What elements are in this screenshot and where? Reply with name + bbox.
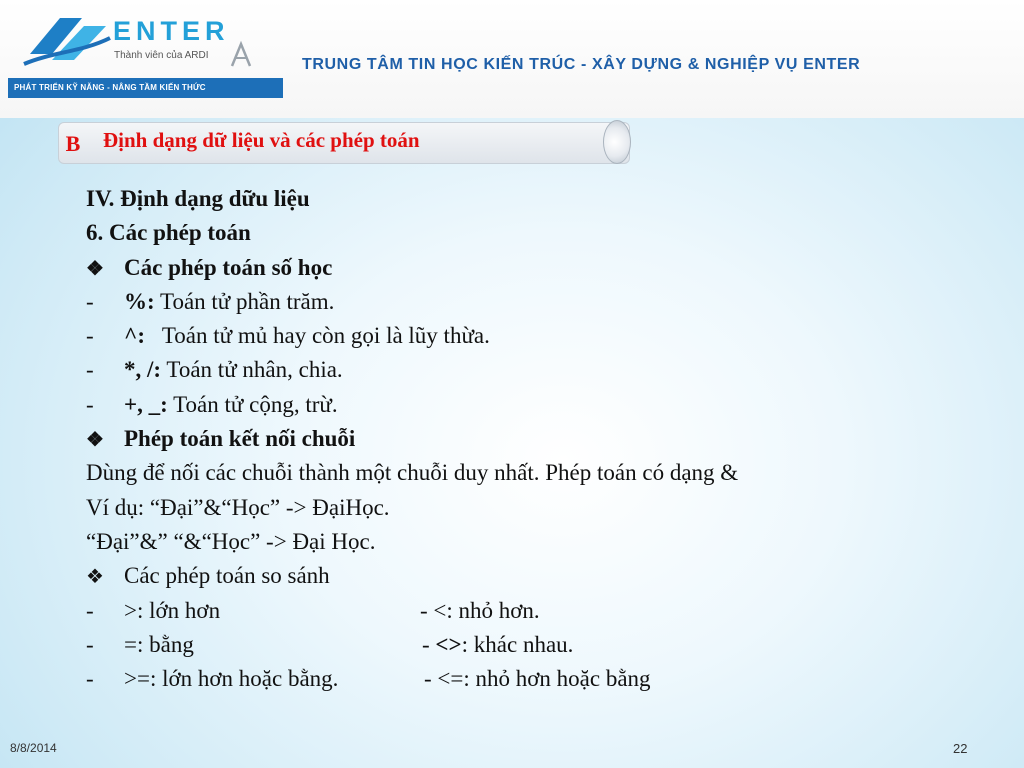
concat-title-row [86,422,986,456]
compare-left: >: lớn hơn [124,597,221,623]
compare-right [422,628,573,662]
page-number: 22 [953,741,968,756]
diamond-bullet-icon: ❖ [86,566,104,589]
compare-right-pre: - [422,631,436,657]
arith-title-row [86,251,986,285]
operator-desc: Toán tử mủ hay còn gọi là lũy thừa. [145,323,490,349]
compare-left: >=: lớn hơn hoặc bằng. [124,666,339,692]
dash-bullet: - [86,357,94,383]
arith-item [86,353,986,387]
dash-bullet: - [86,597,94,623]
compare-item [86,628,986,662]
compare-item [86,594,986,628]
operator: *, /: [124,357,162,383]
dash-bullet: - [86,288,94,314]
operator-desc: Toán tử cộng, trừ. [167,391,338,417]
operator-desc: Toán tử phần trăm. [154,288,335,314]
compare-right-post: : khác nhau. [461,631,574,657]
compare-title: Các phép toán so sánh [124,563,330,589]
section-badge: B [65,131,81,156]
compare-left: =: bằng [124,631,194,657]
diamond-bullet-icon: ❖ [86,429,104,452]
arith-item [86,319,986,353]
tagline: PHÁT TRIỂN KỸ NĂNG - NÂNG TẦM KIẾN THỨC [8,78,283,98]
concat-line: “Đại”&” “&“Học” -> Đại Học. [86,528,376,554]
operator-desc: Toán tử nhân, chia. [161,357,343,383]
brand-subtitle: Thành viên của ARDI [114,50,209,61]
compare-right: - <: nhỏ hơn. [420,597,540,623]
heading-operators: 6. Các phép toán [86,220,251,246]
concat-title: Phép toán kết nối chuỗi [124,426,356,452]
section-bar-cap [603,120,631,164]
slide-header [0,0,1024,118]
heading-format: IV. Định dạng dữu liệu [86,186,310,211]
footer-date: 8/8/2014 [10,741,57,755]
compare-right: - <=: nhỏ hơn hoặc bằng [424,666,651,692]
enter-logo-icon [22,8,112,70]
concat-line: Dùng để nối các chuỗi thành một chuỗi duy nhất. Phép toán có dạng & [86,460,739,486]
dash-bullet: - [86,631,94,657]
arith-title: Các phép toán số học [124,254,333,280]
dash-bullet: - [86,323,94,349]
brand-name: ENTER [113,16,230,46]
section-title: Định dạng dữ liệu và các phép toán [103,128,420,152]
compare-title-row [86,559,986,593]
dash-bullet: - [86,391,94,417]
arith-item [86,388,986,422]
slide-content [86,182,986,696]
compare-right-op: <> [435,631,462,657]
operator: %: [124,288,155,314]
ardi-logo-icon [228,40,254,70]
diamond-bullet-icon: ❖ [86,257,104,280]
dash-bullet: - [86,666,94,692]
compare-item [86,662,986,696]
concat-line: Ví dụ: “Đại”&“Học” -> ĐạiHọc. [86,494,390,520]
arith-item [86,285,986,319]
operator: +, _: [124,391,168,417]
operator: ^: [124,323,146,349]
center-name: TRUNG TÂM TIN HỌC KIẾN TRÚC - XÂY DỰNG & NGHIỆP VỤ ENTER [302,56,861,73]
